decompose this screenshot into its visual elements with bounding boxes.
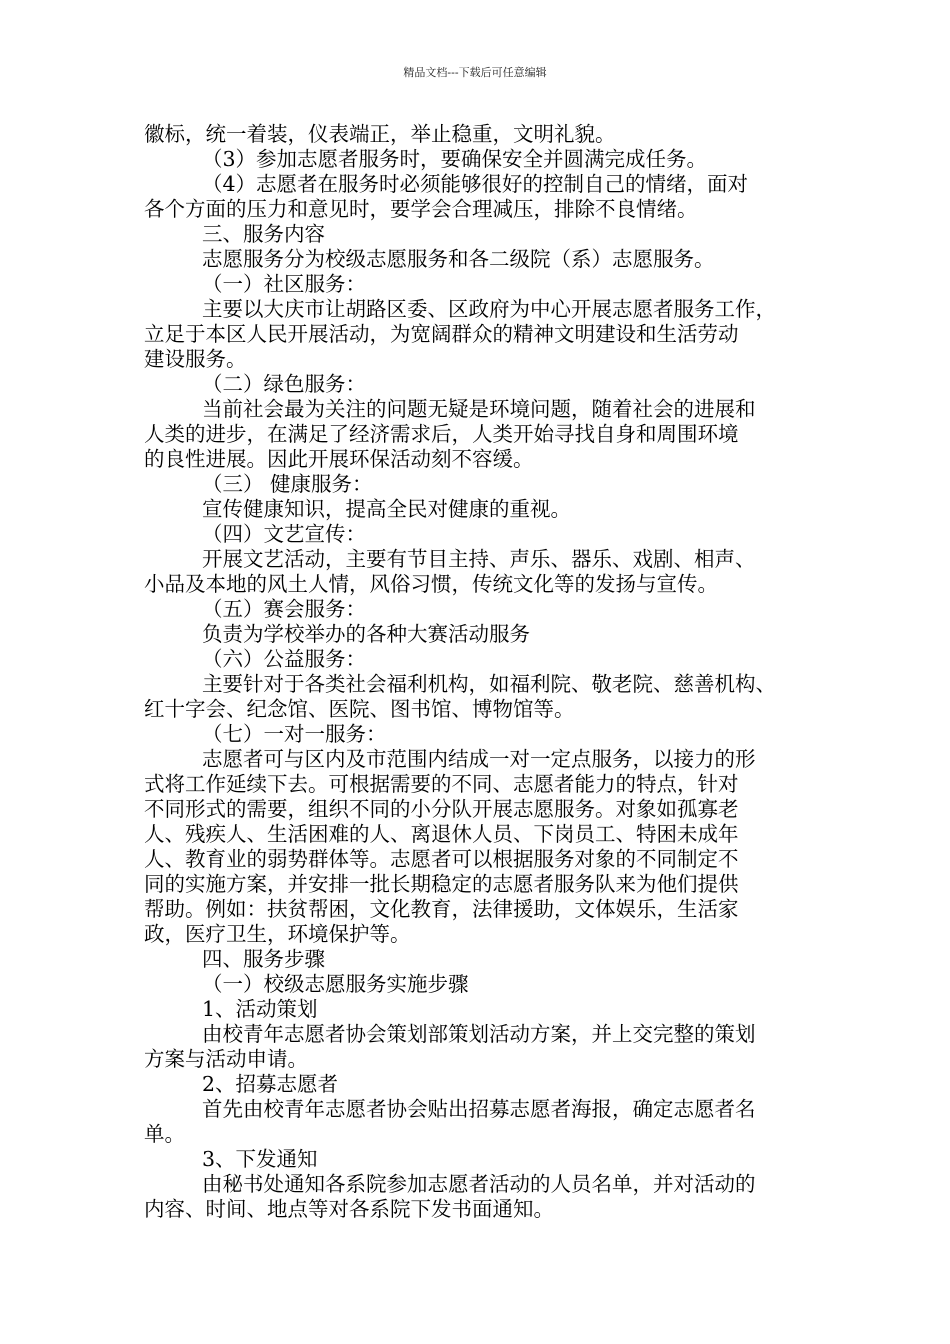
text-line: 人、残疾人、生活困难的人、离退休人员、下岗员工、特困未成年 [144, 822, 739, 846]
text-line: 人类的进步，在满足了经济需求后，人类开始寻找自身和周围环境 [144, 422, 739, 446]
text-line: 小品及本地的风土人情，风俗习惯，传统文化等的发扬与宣传。 [144, 572, 718, 596]
text-line: 同的实施方案，并安排一批长期稳定的志愿者服务队来为他们提供 [144, 872, 739, 896]
text-line: 由秘书处通知各系院参加志愿者活动的人员名单，并对活动的 [202, 1172, 756, 1196]
text-line: 开展文艺活动，主要有节目主持、声乐、器乐、戏剧、相声、 [202, 547, 756, 571]
text-line: 式将工作延续下去。可根据需要的不同、志愿者能力的特点，针对 [144, 772, 739, 796]
text-line: 红十字会、纪念馆、医院、图书馆、博物馆等。 [144, 697, 575, 721]
text-line: 政，医疗卫生，环境保护等。 [144, 922, 411, 946]
text-line: （二）绿色服务： [202, 372, 366, 396]
text-line: （六）公益服务： [202, 647, 366, 671]
text-line: 主要以大庆市让胡路区委、区政府为中心开展志愿者服务工作， [202, 297, 776, 321]
text-line: （一）校级志愿服务实施步骤 [202, 972, 469, 996]
text-line: 建设服务。 [144, 347, 247, 371]
text-line: 内容、时间、地点等对各系院下发书面通知。 [144, 1197, 554, 1221]
text-line: 三、服务内容 [202, 222, 325, 246]
text-line: 的良性进展。因此开展环保活动刻不容缓。 [144, 447, 534, 471]
text-line: （三） 健康服务： [202, 472, 373, 496]
text-line: 四、服务步骤 [202, 947, 325, 971]
text-line: 负责为学校举办的各种大赛活动服务 [202, 622, 530, 646]
text-line: （四）文艺宣传： [202, 522, 366, 546]
text-line: （七）一对一服务： [202, 722, 387, 746]
text-line: （五）赛会服务： [202, 597, 366, 621]
text-line: 2、招募志愿者 [202, 1072, 339, 1096]
text-line: 各个方面的压力和意见时，要学会合理减压，排除不良情绪。 [144, 197, 698, 221]
text-line: 徽标，统一着装，仪表端正，举止稳重，文明礼貌。 [144, 122, 616, 146]
document-body [144, 122, 824, 1222]
text-line: 由校青年志愿者协会策划部策划活动方案，并上交完整的策划 [202, 1022, 756, 1046]
text-line: 志愿服务分为校级志愿服务和各二级院（系）志愿服务。 [202, 247, 715, 271]
text-line: 当前社会最为关注的问题无疑是环境问题，随着社会的进展和 [202, 397, 756, 421]
text-line: 人、教育业的弱势群体等。志愿者可以根据服务对象的不同制定不 [144, 847, 739, 871]
text-line: 1、活动策划 [202, 997, 318, 1021]
text-line: （一）社区服务： [202, 272, 366, 296]
text-line: （4）志愿者在服务时必须能够很好的控制自己的情绪，面对 [202, 172, 749, 196]
text-line: 不同形式的需要，组织不同的小分队开展志愿服务。对象如孤寡老 [144, 797, 739, 821]
text-line: 3、下发通知 [202, 1147, 318, 1171]
text-line: 志愿者可与区内及市范围内结成一对一定点服务，以接力的形 [202, 747, 756, 771]
text-line: 立足于本区人民开展活动，为宽阔群众的精神文明建设和生活劳动 [144, 322, 739, 346]
text-line: 主要针对于各类社会福利机构，如福利院、敬老院、慈善机构、 [202, 672, 776, 696]
text-line: 帮助。例如：扶贫帮困，文化教育，法律援助，文体娱乐，生活家 [144, 897, 739, 921]
text-line: 单。 [144, 1122, 185, 1146]
text-line: 宣传健康知识，提高全民对健康的重视。 [202, 497, 571, 521]
text-line: （3）参加志愿者服务时，要确保安全并圆满完成任务。 [202, 147, 708, 171]
page-header: 精品文档---下载后可任意编辑 [403, 66, 547, 79]
text-line: 首先由校青年志愿者协会贴出招募志愿者海报，确定志愿者名 [202, 1097, 756, 1121]
text-line: 方案与活动申请。 [144, 1047, 308, 1071]
